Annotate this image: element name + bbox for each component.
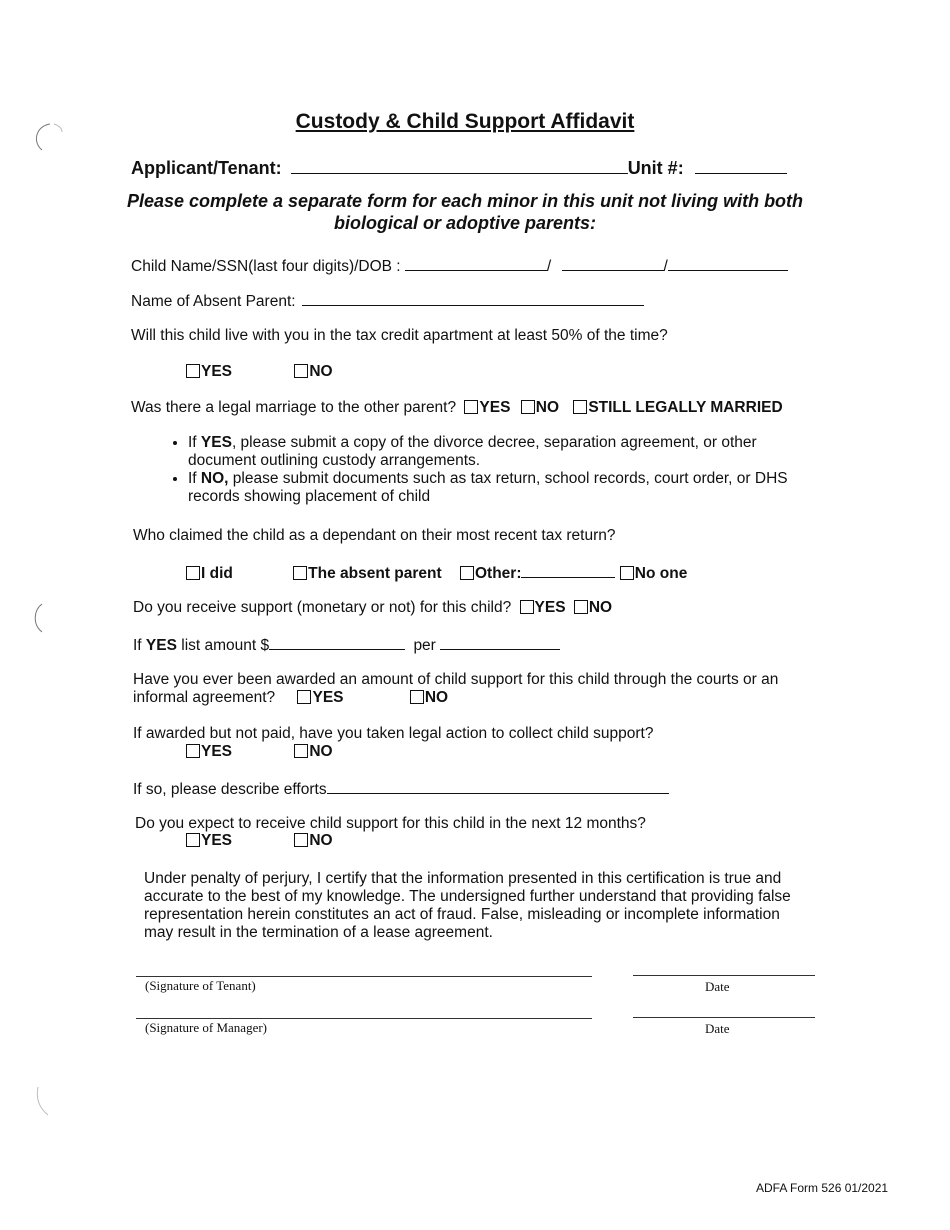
- yes-label: YES: [534, 599, 566, 616]
- support-row: [133, 599, 612, 617]
- expect-options: [186, 832, 333, 850]
- expect-no-checkbox[interactable]: [294, 833, 308, 847]
- binder-hole-mark: [28, 1085, 68, 1119]
- legal-action-options: [186, 743, 333, 761]
- manager-signature-line[interactable]: [136, 1018, 592, 1019]
- yes-label: YES: [479, 399, 511, 416]
- absent-parent-option-label: The absent parent: [308, 565, 442, 582]
- legal-action-no-checkbox[interactable]: [294, 744, 308, 758]
- yes-label: YES: [201, 743, 233, 760]
- question-awarded-line1: Have you ever been awarded an amount of child support for this child through the courts or an: [133, 671, 779, 688]
- question-awarded-line2: informal agreement?: [133, 689, 276, 706]
- describe-field[interactable]: [327, 779, 669, 794]
- child-dob-field[interactable]: [668, 256, 788, 271]
- separator: /: [663, 258, 668, 275]
- expect-yes-checkbox[interactable]: [186, 833, 200, 847]
- unit-field[interactable]: [695, 157, 787, 174]
- claimed-options: [186, 563, 687, 583]
- instruction-text: Please complete a separate form for each minor in this unit not living with both biological or adoptive parents:: [126, 191, 804, 233]
- awarded-row: [133, 689, 448, 707]
- child-ssn-field[interactable]: [562, 256, 664, 271]
- child-name-field[interactable]: [405, 256, 547, 271]
- support-no-checkbox[interactable]: [574, 600, 588, 614]
- marriage-no-checkbox[interactable]: [521, 400, 535, 414]
- absent-parent-row: [131, 291, 644, 311]
- no-label: NO: [309, 832, 333, 849]
- certification-text: Under penalty of perjury, I certify that the information presented in this certification is true and accurate to the best of my knowledge. The undersigned further understand that providing false representation herein constitutes an act of fraud. False, misleading or incomplete information may result in the termination of a lease agreement.: [144, 870, 791, 941]
- question-support: Do you receive support (monetary or not) for this child?: [133, 599, 512, 616]
- amount-row: If YES list amount $ per: [133, 635, 560, 655]
- absent-parent-checkbox[interactable]: [293, 566, 307, 580]
- still-married-label: STILL LEGALLY MARRIED: [588, 399, 783, 416]
- absent-parent-label: Name of Absent Parent:: [131, 293, 296, 310]
- i-did-checkbox[interactable]: [186, 566, 200, 580]
- marriage-row: [131, 399, 783, 417]
- live-with-yes-checkbox[interactable]: [186, 364, 200, 378]
- still-married-checkbox[interactable]: [573, 400, 587, 414]
- form-title: Custody & Child Support Affidavit: [295, 110, 635, 133]
- no-label: NO: [424, 689, 449, 706]
- tenant-signature-line[interactable]: [136, 976, 592, 977]
- child-info-label: Child Name/SSN(last four digits)/DOB :: [131, 258, 401, 275]
- document-instructions-list: [160, 434, 808, 506]
- support-yes-checkbox[interactable]: [520, 600, 534, 614]
- no-one-checkbox[interactable]: [620, 566, 634, 580]
- awarded-yes-checkbox[interactable]: [297, 690, 311, 704]
- no-label: NO: [309, 363, 333, 380]
- applicant-label: Applicant/Tenant:: [131, 158, 282, 178]
- describe-label: If so, please describe efforts: [133, 781, 327, 798]
- manager-date-caption: Date: [705, 1021, 730, 1036]
- tenant-date-line[interactable]: [633, 975, 815, 976]
- other-field[interactable]: [521, 563, 615, 578]
- list-item: • If NO, please submit documents such as tax return, school records, court order, or DHS records showing placement of child: [188, 470, 808, 506]
- form-number-footer: ADFA Form 526 01/2021: [756, 1181, 889, 1195]
- tenant-date-caption: Date: [705, 979, 730, 994]
- absent-parent-field[interactable]: [302, 291, 644, 306]
- question-claimed: Who claimed the child as a dependant on their most recent tax return?: [133, 527, 616, 544]
- separator: /: [546, 258, 552, 275]
- applicant-field[interactable]: [291, 157, 628, 174]
- live-with-no-checkbox[interactable]: [294, 364, 308, 378]
- legal-action-yes-checkbox[interactable]: [186, 744, 200, 758]
- question-marriage: Was there a legal marriage to the other parent?: [131, 399, 457, 416]
- awarded-no-checkbox[interactable]: [410, 690, 424, 704]
- other-checkbox[interactable]: [460, 566, 474, 580]
- manager-date-line[interactable]: [633, 1017, 815, 1018]
- binder-hole-mark: [28, 602, 68, 636]
- no-label: NO: [309, 743, 333, 760]
- no-label: NO: [588, 599, 613, 616]
- question-expect: Do you expect to receive child support for this child in the next 12 months?: [135, 815, 646, 832]
- list-item: • If YES, please submit a copy of the divorce decree, separation agreement, or other document outlining custody arrangements.: [188, 434, 808, 470]
- live-with-options: [186, 363, 333, 381]
- no-one-label: No one: [634, 565, 688, 582]
- unit-label: Unit #:: [627, 158, 684, 178]
- child-info-row: [131, 256, 788, 276]
- no-label: NO: [535, 399, 559, 416]
- applicant-row: [131, 157, 787, 179]
- amount-field[interactable]: [269, 635, 405, 650]
- yes-label: YES: [201, 832, 233, 849]
- yes-label: YES: [201, 363, 233, 380]
- other-label: Other:: [474, 565, 522, 582]
- tenant-signature-caption: (Signature of Tenant): [145, 978, 256, 993]
- question-legal-action: If awarded but not paid, have you taken legal action to collect child support?: [133, 725, 654, 742]
- i-did-label: I did: [201, 565, 233, 582]
- yes-label: YES: [312, 689, 344, 706]
- describe-row: [133, 779, 669, 799]
- per-label: per: [413, 637, 436, 654]
- per-field[interactable]: [440, 635, 560, 650]
- manager-signature-caption: (Signature of Manager): [145, 1020, 268, 1035]
- marriage-yes-checkbox[interactable]: [464, 400, 478, 414]
- question-live-with: Will this child live with you in the tax credit apartment at least 50% of the time?: [131, 327, 668, 344]
